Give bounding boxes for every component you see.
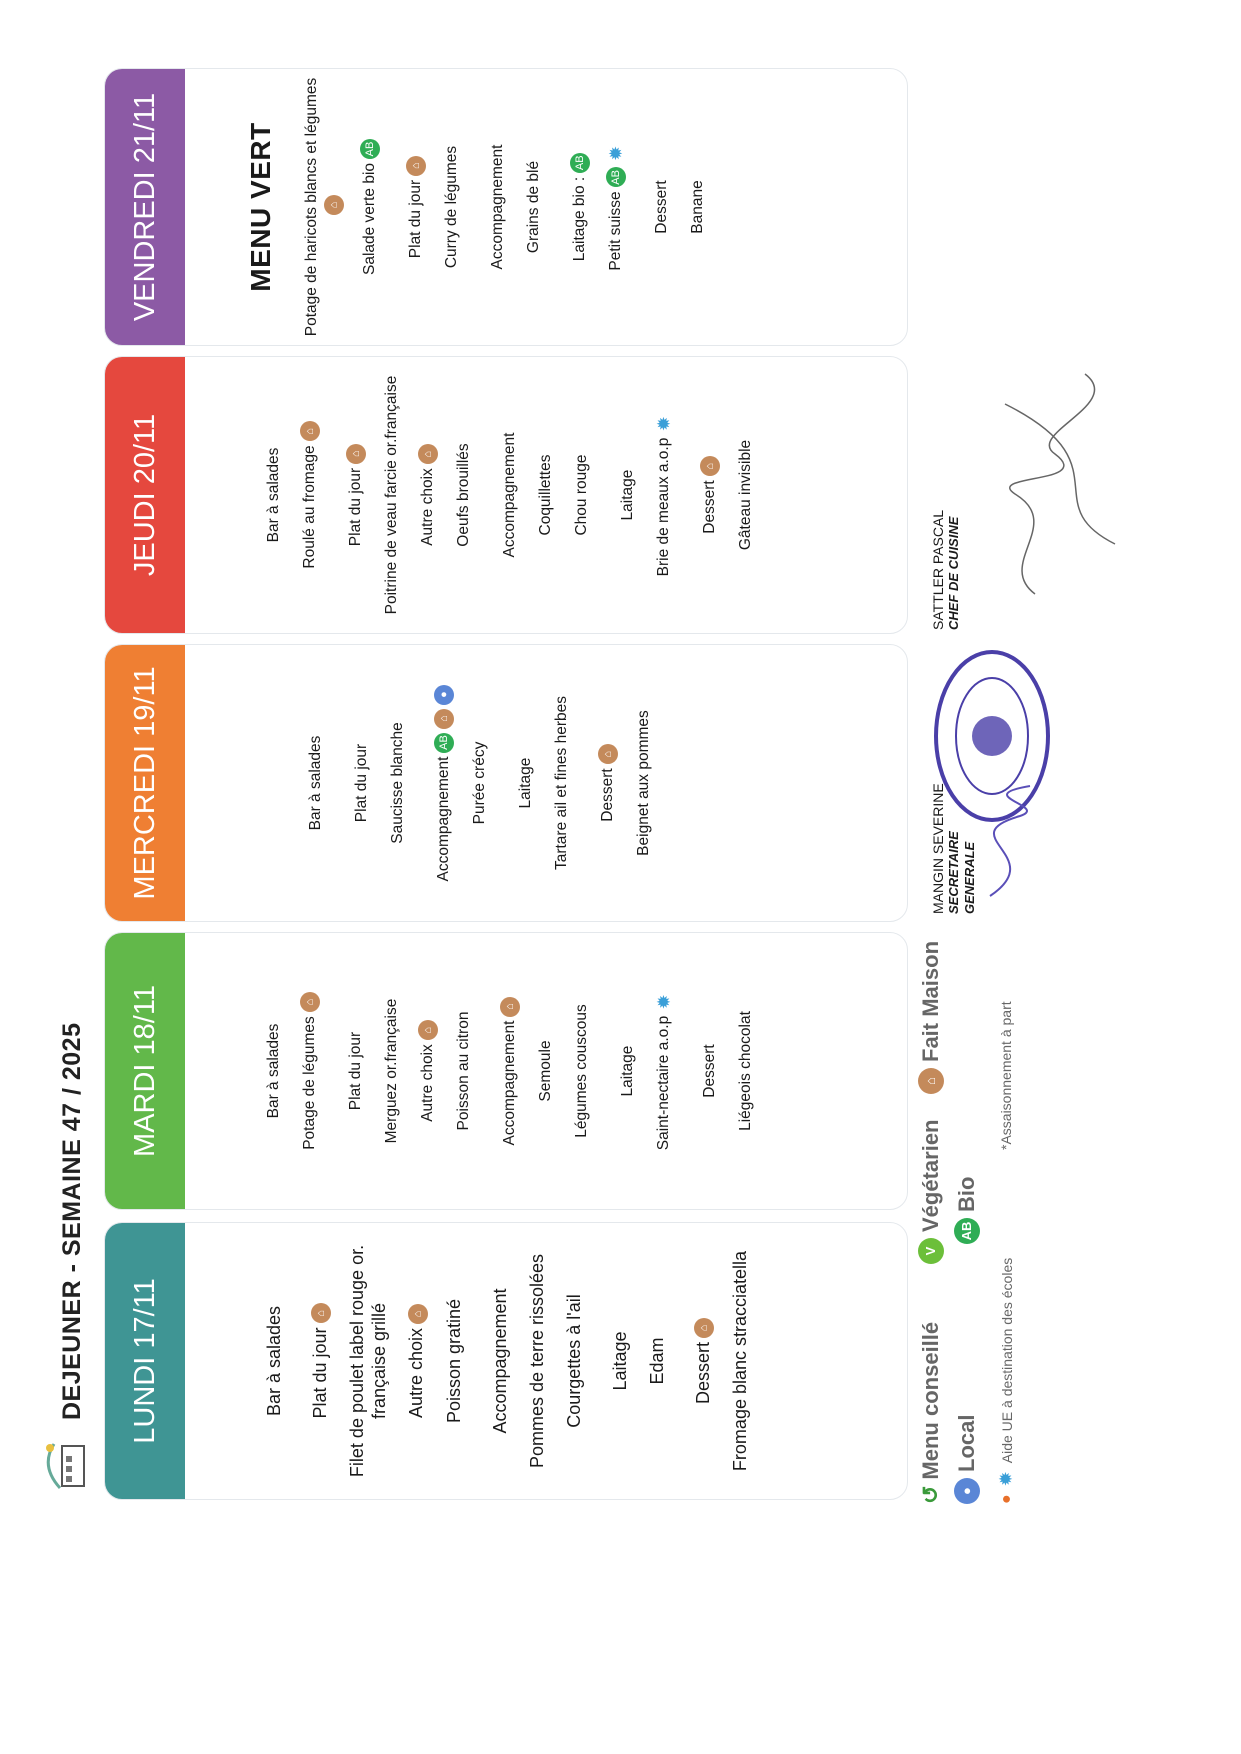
menu-item <box>499 365 521 625</box>
menu-item-text: Plat du jour <box>353 743 370 823</box>
menu-item <box>729 1231 751 1491</box>
bio-icon: AB <box>360 139 380 159</box>
menu-conseille-icon: ↺ <box>918 1485 943 1504</box>
menu-item <box>526 1231 548 1491</box>
menu-course <box>263 941 321 1201</box>
menu-item-text: Plat du jour <box>407 179 424 259</box>
menu-item <box>487 77 509 337</box>
menu-item <box>351 653 373 913</box>
menu-item <box>346 1231 390 1491</box>
legend-label: Bio <box>954 1176 979 1212</box>
menu-item-text: Grains de blé <box>525 160 542 254</box>
menu-item <box>735 365 757 625</box>
bio-icon: AB <box>954 1218 980 1244</box>
day-menu <box>185 357 757 633</box>
legend-label: Local <box>954 1414 979 1472</box>
menu-item <box>305 653 327 913</box>
menu-item <box>345 941 367 1201</box>
day-header: LUNDI 17/11 <box>105 1223 185 1499</box>
menu-item-text: Banane <box>689 180 706 234</box>
fait-maison-icon: ⌂ <box>694 1318 714 1338</box>
fait-maison-icon: ⌂ <box>918 1068 944 1094</box>
menu-item-text: Poisson au citron <box>455 1011 472 1131</box>
menu-course <box>499 365 593 625</box>
menu-item-text: Légumes couscous <box>573 1004 590 1138</box>
menu-course <box>487 77 545 337</box>
menu-item <box>515 653 537 913</box>
bio-icon: AB <box>434 733 454 753</box>
fait-maison-icon: ⌂ <box>324 195 344 215</box>
menu-item-text: Dessert <box>701 480 718 534</box>
menu-item-text: Autre choix <box>419 468 436 546</box>
menu-course <box>597 653 655 913</box>
menu-item-text: Semoule <box>537 1040 554 1102</box>
menu-course <box>301 77 381 337</box>
day-header: JEUDI 20/11 <box>105 357 185 633</box>
school-logo <box>40 1436 98 1496</box>
menu-item-text: Laitage bio : <box>571 176 588 262</box>
signature-right <box>930 510 962 630</box>
legend-label: Fait Maison <box>918 940 943 1062</box>
legend-fait-maison <box>918 941 944 1094</box>
menu-course <box>263 1231 285 1491</box>
legend-menu-conseille <box>918 1322 944 1504</box>
menu-heading <box>245 77 277 337</box>
menu-item-text: Petit suisse <box>607 191 624 271</box>
menu-course <box>617 365 675 625</box>
fait-maison-icon: ⌂ <box>418 1020 438 1040</box>
menu-item <box>263 1231 285 1491</box>
menu-item-text: Dessert <box>599 768 616 822</box>
signer-role: SECRETAIRE GENERALE <box>946 831 977 914</box>
day-column-mardi <box>104 932 908 1210</box>
legend-label: Aide UE à destination des écoles <box>998 1257 1015 1464</box>
menu-item-text: Brie de meaux a.o.p <box>655 437 672 577</box>
menu-item <box>535 365 557 625</box>
menu-item-text: Edam <box>646 1337 667 1385</box>
menu-course <box>569 77 627 337</box>
fait-maison-icon: ⌂ <box>418 444 438 464</box>
menu-item <box>359 77 381 337</box>
bio-icon: AB <box>606 167 626 187</box>
menu-item <box>405 1231 427 1491</box>
legend-vegetarien <box>918 1120 944 1265</box>
menu-item <box>569 77 591 337</box>
assaisonnement-note: *Assaisonnement à part <box>998 1001 1014 1150</box>
menu-item-text: Accompagnement <box>501 1020 518 1146</box>
menu-item <box>651 77 673 337</box>
menu-item-text: Gâteau invisible <box>737 439 754 551</box>
fait-maison-icon: ⌂ <box>598 744 618 764</box>
menu-item-text: Pommes de terre rissolées <box>526 1253 547 1469</box>
menu-item-text: Dessert <box>653 180 670 234</box>
menu-item-text: Plat du jour <box>347 1031 364 1111</box>
menu-course <box>609 1231 668 1491</box>
menu-item <box>299 365 321 625</box>
day-header: MERCREDI 19/11 <box>105 645 185 921</box>
menu-item <box>646 1231 668 1491</box>
menu-item-text: Poitrine de veau farcie or.française <box>383 375 400 615</box>
signer-name: SATTLER PASCAL <box>930 509 946 630</box>
menu-item <box>453 365 475 625</box>
menu-course <box>345 365 475 625</box>
menu-item-text: Autre choix <box>406 1327 427 1419</box>
menu-item <box>617 941 639 1201</box>
menu-item-text: Fromage blanc stracciatella <box>729 1250 750 1472</box>
menu-item-text: Laitage <box>517 757 534 809</box>
menu-item <box>597 653 619 913</box>
legend-aide-ue <box>996 1258 1017 1504</box>
menu-item-text: Accompagnement <box>501 432 518 558</box>
menu-item-text: Accompagnement <box>489 1288 510 1434</box>
menu-item-text: Laitage <box>619 469 636 521</box>
legend-label: Végétarien <box>918 1119 943 1232</box>
menu-item-text: Laitage <box>609 1331 630 1391</box>
day-column-vendredi <box>104 68 908 346</box>
bio-icon: AB <box>570 153 590 173</box>
menu-item-text: Dessert <box>701 1044 718 1098</box>
apple-icon: ● <box>997 1494 1015 1504</box>
menu-item <box>489 1231 511 1491</box>
menu-item <box>653 365 675 625</box>
menu-item-text: Liégeois chocolat <box>737 1011 754 1131</box>
menu-item <box>417 365 439 625</box>
menu-item-text: Chou rouge <box>573 454 590 536</box>
day-column-jeudi <box>104 356 908 634</box>
menu-item-text: Coquillettes <box>537 454 554 536</box>
menu-item <box>535 941 557 1201</box>
menu-item-text: Beignet aux pommes <box>635 710 652 856</box>
menu-course <box>405 77 463 337</box>
menu-item <box>299 941 321 1201</box>
day-header: MARDI 18/11 <box>105 933 185 1209</box>
menu-item <box>387 653 409 913</box>
menu-item-text: Plat du jour <box>310 1327 330 1419</box>
menu-item <box>499 941 521 1201</box>
menu-item-text: Accompagnement <box>435 756 452 882</box>
signer-name: MANGIN SEVERINE <box>930 783 946 914</box>
menu-item-text: Bar à salades <box>265 447 282 543</box>
menu-item <box>633 653 655 913</box>
menu-course <box>515 653 573 913</box>
menu-item-text: Bar à salades <box>264 1305 284 1417</box>
menu-item-text: Accompagnement <box>489 144 506 270</box>
menu-item-text: Potage de haricots blancs et légumes <box>303 77 320 337</box>
local-icon: ● <box>954 1478 980 1504</box>
menu-item-text: Plat du jour <box>347 467 364 547</box>
menu-course <box>345 941 475 1201</box>
day-menu <box>185 1223 751 1499</box>
menu-item-text: Purée crécy <box>471 741 488 825</box>
menu-item <box>605 77 627 337</box>
menu-item <box>563 1231 585 1491</box>
menu-item <box>433 653 455 913</box>
menu-item-text: Oeufs brouillés <box>455 443 472 547</box>
menu-item <box>699 365 721 625</box>
menu-course <box>692 1231 751 1491</box>
aide-ue-icon: ✹ <box>996 1471 1016 1487</box>
menu-item <box>381 365 403 625</box>
menu-item <box>617 365 639 625</box>
fait-maison-icon: ⌂ <box>434 709 454 729</box>
menu-course <box>617 941 675 1201</box>
page-title: DEJEUNER - SEMAINE 47 / 2025 <box>58 1022 86 1420</box>
menu-item <box>263 941 285 1201</box>
day-menu <box>185 645 655 921</box>
signer-role: CHEF DE CUISINE <box>946 516 961 630</box>
local-icon: ● <box>434 685 454 705</box>
menu-course <box>351 653 409 913</box>
menu-course <box>263 365 321 625</box>
fait-maison-icon: ⌂ <box>406 156 426 176</box>
menu-course <box>305 653 327 913</box>
menu-item-text: Bar à salades <box>265 1023 282 1119</box>
menu-item-text: Roulé au fromage <box>301 445 318 569</box>
menu-item-text: Salade verte bio <box>361 162 378 276</box>
fait-maison-icon: ⌂ <box>700 456 720 476</box>
menu-item <box>345 365 367 625</box>
menu-item-text: Bar à salades <box>307 735 324 831</box>
menu-item-text: Merguez or.française <box>383 998 400 1144</box>
menu-course <box>245 77 277 337</box>
menu-item-text: Curry de légumes <box>443 145 460 269</box>
menu-item-text: Saint-nectaire a.o.p <box>655 1015 672 1151</box>
aide-ue-icon: ✹ <box>653 416 674 432</box>
aide-ue-icon: ✹ <box>605 145 626 161</box>
menu-item-text: Dessert <box>692 1342 713 1405</box>
fait-maison-icon: ⌂ <box>300 421 320 441</box>
day-menu <box>185 933 757 1209</box>
menu-item-text: Autre choix <box>419 1044 436 1122</box>
menu-item <box>309 1231 331 1491</box>
menu-item <box>687 77 709 337</box>
menu-course <box>433 653 491 913</box>
menu-item-text: Laitage <box>619 1045 636 1097</box>
signature-left <box>930 764 978 914</box>
menu-item <box>301 77 345 337</box>
menu-item-text: Potage de légumes <box>301 1016 318 1150</box>
menu-item <box>453 941 475 1201</box>
handwritten-signature <box>975 364 1135 604</box>
menu-item <box>571 365 593 625</box>
menu-item-text: Poisson gratiné <box>443 1298 464 1424</box>
menu-item <box>692 1231 714 1491</box>
day-column-lundi <box>104 1222 908 1500</box>
fait-maison-icon: ⌂ <box>311 1303 331 1323</box>
menu-course <box>489 1231 585 1491</box>
aide-ue-icon: ✹ <box>653 994 674 1010</box>
legend-label: Menu conseillé <box>918 1321 943 1480</box>
menu-item <box>523 77 545 337</box>
menu-item-text: Tartare ail et fines herbes <box>553 695 570 871</box>
menu-item <box>735 941 757 1201</box>
menu-course <box>699 941 757 1201</box>
vegetarian-icon: V <box>918 1238 944 1264</box>
menu-item <box>653 941 675 1201</box>
menu-course <box>309 1231 465 1491</box>
legend-bio <box>954 1177 980 1244</box>
fait-maison-icon: ⌂ <box>500 997 520 1017</box>
menu-item <box>609 1231 631 1491</box>
menu-item <box>441 77 463 337</box>
menu-course <box>699 365 757 625</box>
menu-item <box>417 941 439 1201</box>
menu-item <box>381 941 403 1201</box>
menu-item <box>263 365 285 625</box>
day-header: VENDREDI 21/11 <box>105 69 185 345</box>
menu-item <box>469 653 491 913</box>
menu-item <box>571 941 593 1201</box>
day-column-mercredi <box>104 644 908 922</box>
menu-item-text: Courgettes à l'ail <box>563 1294 584 1428</box>
day-menu <box>185 69 709 345</box>
fait-maison-icon: ⌂ <box>346 444 366 464</box>
menu-item-text: MENU VERT <box>245 122 276 292</box>
legend <box>918 924 1038 1504</box>
menu-item-text: Saucisse blanche <box>389 722 406 844</box>
menu-course <box>499 941 593 1201</box>
legend-local <box>954 1415 980 1504</box>
menu-course <box>651 77 709 337</box>
menu-item <box>405 77 427 337</box>
fait-maison-icon: ⌂ <box>408 1304 428 1324</box>
fait-maison-icon: ⌂ <box>300 992 320 1012</box>
menu-item <box>551 653 573 913</box>
menu-item <box>699 941 721 1201</box>
menu-item-text: Filet de poulet label rouge or. française grillé <box>347 1244 390 1478</box>
menu-item <box>443 1231 465 1491</box>
